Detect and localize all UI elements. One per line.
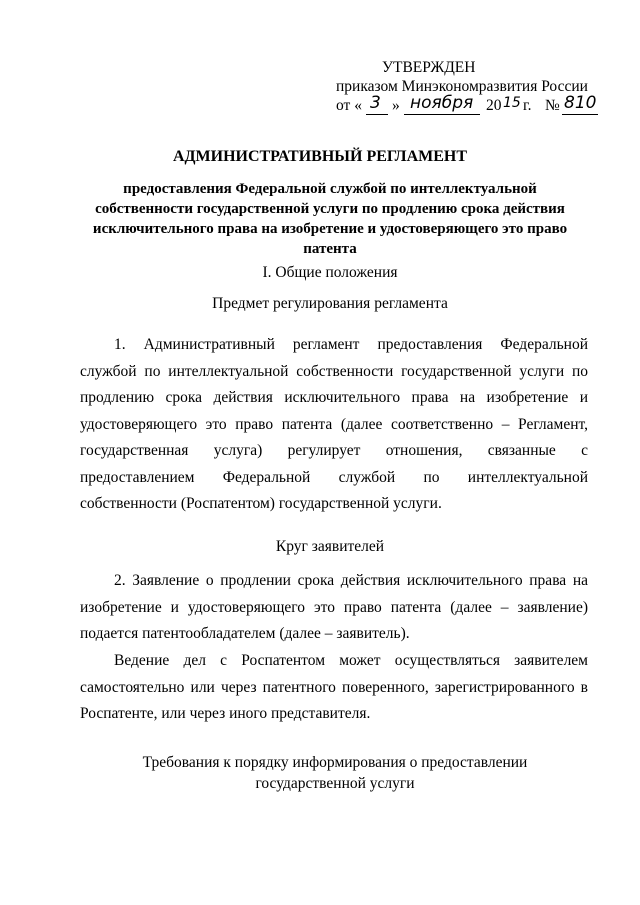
number-underline — [562, 114, 598, 115]
date-from-label: от « — [336, 97, 362, 114]
month-underline — [404, 114, 480, 115]
day-underline — [366, 114, 388, 115]
order-number: 810 — [564, 93, 597, 113]
date-year-label: г. — [523, 97, 532, 114]
number-label: № — [545, 97, 560, 114]
paragraph-3: Ведение дел с Роспатентом может осуществляться заявителем самостоятельно или через патентного поверенного, зарегистрированного в Роспатенте, или через иного представителя. — [80, 652, 588, 722]
paragraph-2: 2. Заявление о продлении срока действия исключительного права на изобретение и удостоверяющего это право патента (далее – заявление) подается патентообладателем (далее – заявитель). — [80, 572, 588, 642]
section-subheading: Предмет регулирования регламента — [212, 295, 448, 312]
approval-order-line: приказом Минэкономразвития России — [336, 78, 588, 95]
approval-title: УТВЕРЖДЕН — [382, 59, 476, 76]
requirements-heading: Требования к порядку информирования о предоставлении государственной услуги — [142, 754, 528, 792]
section-heading: I. Общие положения — [262, 264, 398, 281]
document-subtitle: предоставления Федеральной службой по интеллектуальной собственности государственной услуги по продлению срока действия исключительного права на изобретение и удостоверяющего это право патента — [92, 181, 568, 257]
date-quote-close: » — [392, 97, 400, 114]
date-day: 3 — [370, 93, 381, 113]
date-year-prefix: 20 — [486, 97, 502, 114]
applicants-heading: Круг заявителей — [275, 538, 385, 555]
approval-block — [336, 58, 606, 118]
date-year-suffix: 15 — [503, 95, 521, 111]
paragraph-1: 1. Административный регламент предоставления Федеральной службой по интеллектуальной собственности государственной услуги по продлению срока действия исключительного права на изобретение и удостоверяющего это право патента (далее соответственно – Регламент, государственная услуга) регулирует отношения, связанные с предоставлением Федеральной службой по интеллектуальной собственности (Роспатентом) государственной услуги. — [80, 336, 588, 512]
approval-date-line — [336, 93, 606, 118]
date-month: ноября — [410, 93, 474, 113]
document-title: АДМИНИСТРАТИВНЫЙ РЕГЛАМЕНТ — [172, 148, 468, 165]
